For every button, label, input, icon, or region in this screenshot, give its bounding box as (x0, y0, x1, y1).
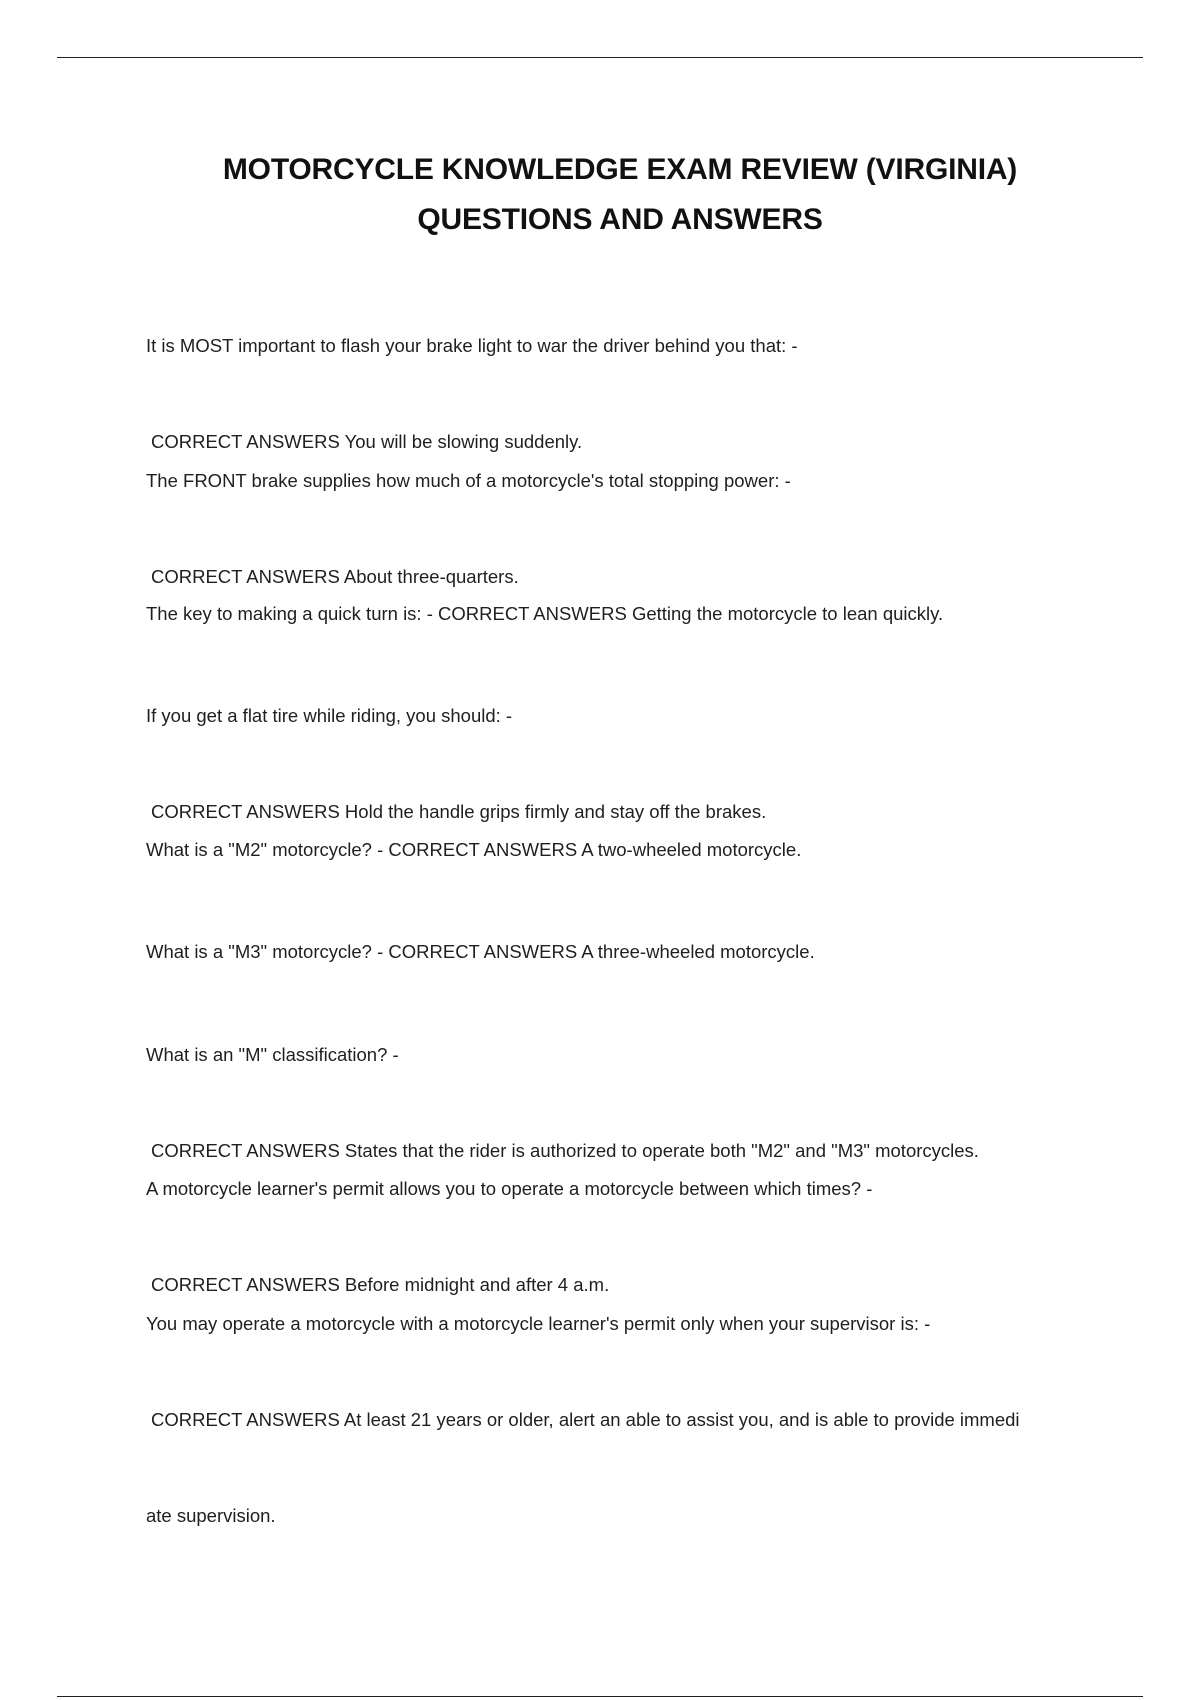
question-text: You may operate a motorcycle with a motorcycle learner's permit only when your supervisor is: - (146, 1313, 931, 1334)
top-rule (57, 57, 1143, 58)
title-line-2: QUESTIONS AND ANSWERS (417, 203, 823, 236)
title-line-1: MOTORCYCLE KNOWLEDGE EXAM REVIEW (VIRGINIA) (222, 153, 1018, 186)
bottom-rule (57, 1696, 1143, 1697)
question-text: What is a "M3" motorcycle? - CORRECT ANSWERS A three-wheeled motorcycle. (146, 941, 815, 962)
answer-text: CORRECT ANSWERS About three-quarters. (151, 566, 519, 587)
answer-text: CORRECT ANSWERS You will be slowing suddenly. (151, 431, 583, 452)
answer-continuation-text: ate supervision. (146, 1505, 276, 1526)
question-text: If you get a flat tire while riding, you should: - (146, 705, 513, 726)
question-text: The key to making a quick turn is: - CORRECT ANSWERS Getting the motorcycle to lean quickly. (146, 603, 944, 624)
answer-text: CORRECT ANSWERS Before midnight and after 4 a.m. (151, 1274, 610, 1295)
document-title (0, 145, 1200, 245)
question-text: What is a "M2" motorcycle? - CORRECT ANSWERS A two-wheeled motorcycle. (146, 839, 802, 860)
question-text: The FRONT brake supplies how much of a motorcycle's total stopping power: - (146, 470, 791, 491)
question-text: A motorcycle learner's permit allows you to operate a motorcycle between which times? - (146, 1178, 873, 1199)
question-text: What is an "M" classification? - (146, 1044, 399, 1065)
answer-text: CORRECT ANSWERS At least 21 years or older, alert an able to assist you, and is able to provide immedi (151, 1409, 1020, 1430)
qa-item-9 (146, 1244, 1106, 1596)
answer-text: CORRECT ANSWERS Hold the handle grips firmly and stay off the brakes. (151, 801, 767, 822)
answer-text: CORRECT ANSWERS States that the rider is authorized to operate both "M2" and "M3" motorcycles. (151, 1140, 979, 1161)
question-text: It is MOST important to flash your brake light to war the driver behind you that: - (146, 335, 798, 356)
